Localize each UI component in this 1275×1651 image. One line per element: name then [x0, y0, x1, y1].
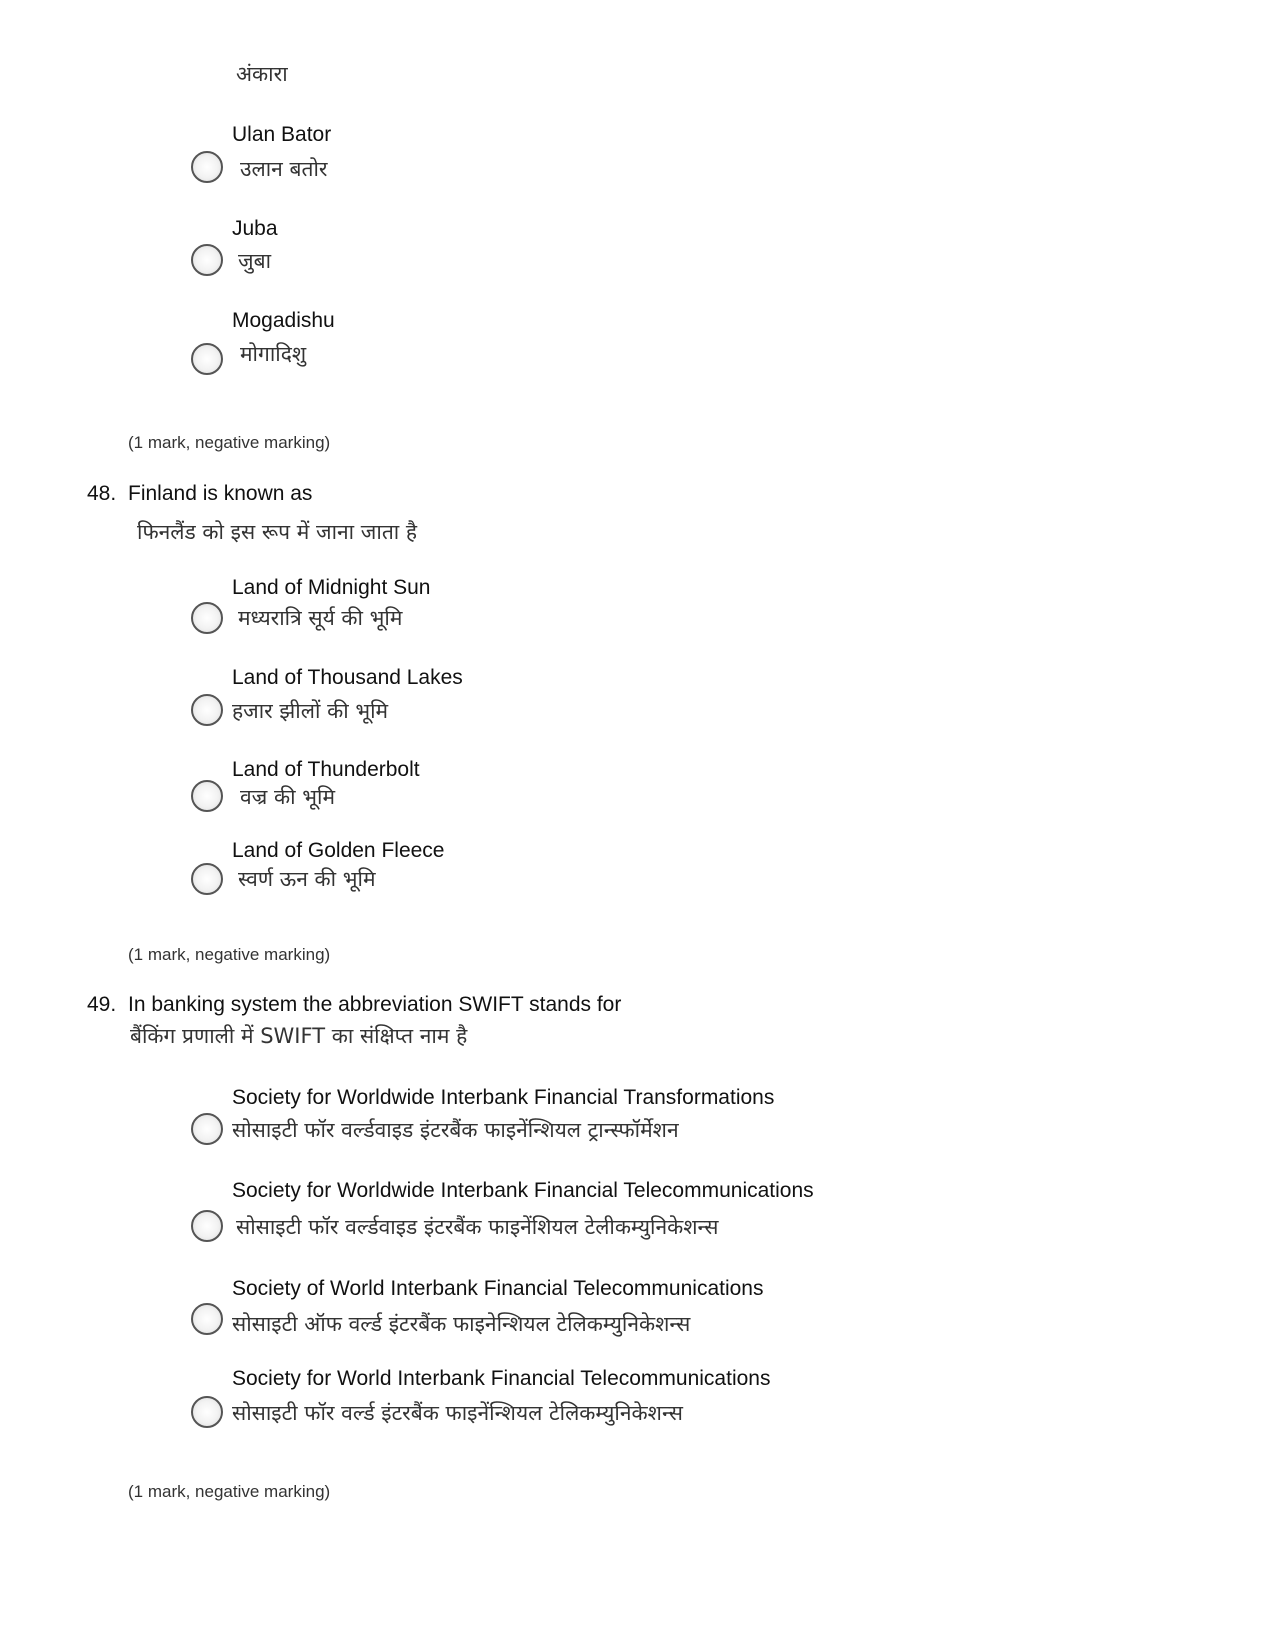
q49-option-1-hi: सोसाइटी फॉर वर्ल्डवाइड इंटरबैंक फाइनेंन्शियल ट्रान्स्फॉर्मेशन	[232, 1118, 679, 1142]
q49-option-4-en: Society for World Interbank Financial Telecommunications	[232, 1367, 771, 1390]
q47-option-2-hi: जुबा	[238, 249, 272, 273]
q49-option-2-hi: सोसाइटी फॉर वर्ल्डवाइड इंटरबैंक फाइनेंशियल टेलीकम्युनिकेशन्स	[236, 1215, 719, 1239]
q48-option-4-hi: स्वर्ण ऊन की भूमि	[238, 867, 376, 891]
q48-option-3-hi: वज्र की भूमि	[240, 785, 336, 809]
q49-marking-note: (1 mark, negative marking)	[128, 1482, 331, 1501]
q49-option-3-radio[interactable]	[191, 1303, 223, 1335]
q48-question-en: Finland is known as	[128, 482, 313, 505]
q48-option-2-en: Land of Thousand Lakes	[232, 666, 463, 689]
q49-option-2-en: Society for Worldwide Interbank Financial Telecommunications	[232, 1179, 814, 1202]
q49-option-1-radio[interactable]	[191, 1113, 223, 1145]
q49-option-2-radio[interactable]	[191, 1210, 223, 1242]
q49-option-3-hi: सोसाइटी ऑफ वर्ल्ड इंटरबैंक फाइनेन्शियल टेलिकम्युनिकेशन्स	[232, 1312, 691, 1336]
q47-option-3-hi: मोगादिशु	[240, 342, 307, 366]
q47-option-3-en: Mogadishu	[232, 309, 335, 332]
q48-marking-note: (1 mark, negative marking)	[128, 945, 331, 964]
q48-option-3-radio[interactable]	[191, 780, 223, 812]
q47-option-2-radio[interactable]	[191, 244, 223, 276]
q47-marking-note: (1 mark, negative marking)	[128, 433, 331, 452]
q48-option-2-hi: हजार झीलों की भूमि	[232, 699, 389, 723]
q48-number: 48.	[87, 482, 117, 505]
q49-question-en: In banking system the abbreviation SWIFT stands for	[128, 993, 622, 1016]
q48-option-4-radio[interactable]	[191, 863, 223, 895]
q49-option-4-hi: सोसाइटी फॉर वर्ल्ड इंटरबैंक फाइनेंन्शियल टेलिकम्युनिकेशन्स	[232, 1401, 683, 1425]
q49-option-4-radio[interactable]	[191, 1396, 223, 1428]
q49-question-hi: बैंकिंग प्रणाली में SWIFT का संक्षिप्त नाम है	[130, 1024, 468, 1048]
q49-option-3-en: Society of World Interbank Financial Telecommunications	[232, 1277, 764, 1300]
q48-question-hi: फिनलैंड को इस रूप में जाना जाता है	[137, 520, 418, 544]
q48-option-1-radio[interactable]	[191, 602, 223, 634]
q47-option-1-en: Ulan Bator	[232, 123, 332, 146]
q48-option-1-hi: मध्यरात्रि सूर्य की भूमि	[238, 606, 403, 630]
q47-option-1-hi: उलान बतोर	[240, 157, 328, 181]
q48-option-4-en: Land of Golden Fleece	[232, 839, 445, 862]
q47-option-2-en: Juba	[232, 217, 278, 240]
q48-option-1-en: Land of Midnight Sun	[232, 576, 431, 599]
prev-option-hindi: अंकारा	[236, 62, 288, 86]
q49-number: 49.	[87, 993, 117, 1016]
q49-option-1-en: Society for Worldwide Interbank Financial Transformations	[232, 1086, 775, 1109]
q47-option-1-radio[interactable]	[191, 151, 223, 183]
q48-option-3-en: Land of Thunderbolt	[232, 758, 420, 781]
q48-option-2-radio[interactable]	[191, 694, 223, 726]
q47-option-3-radio[interactable]	[191, 343, 223, 375]
